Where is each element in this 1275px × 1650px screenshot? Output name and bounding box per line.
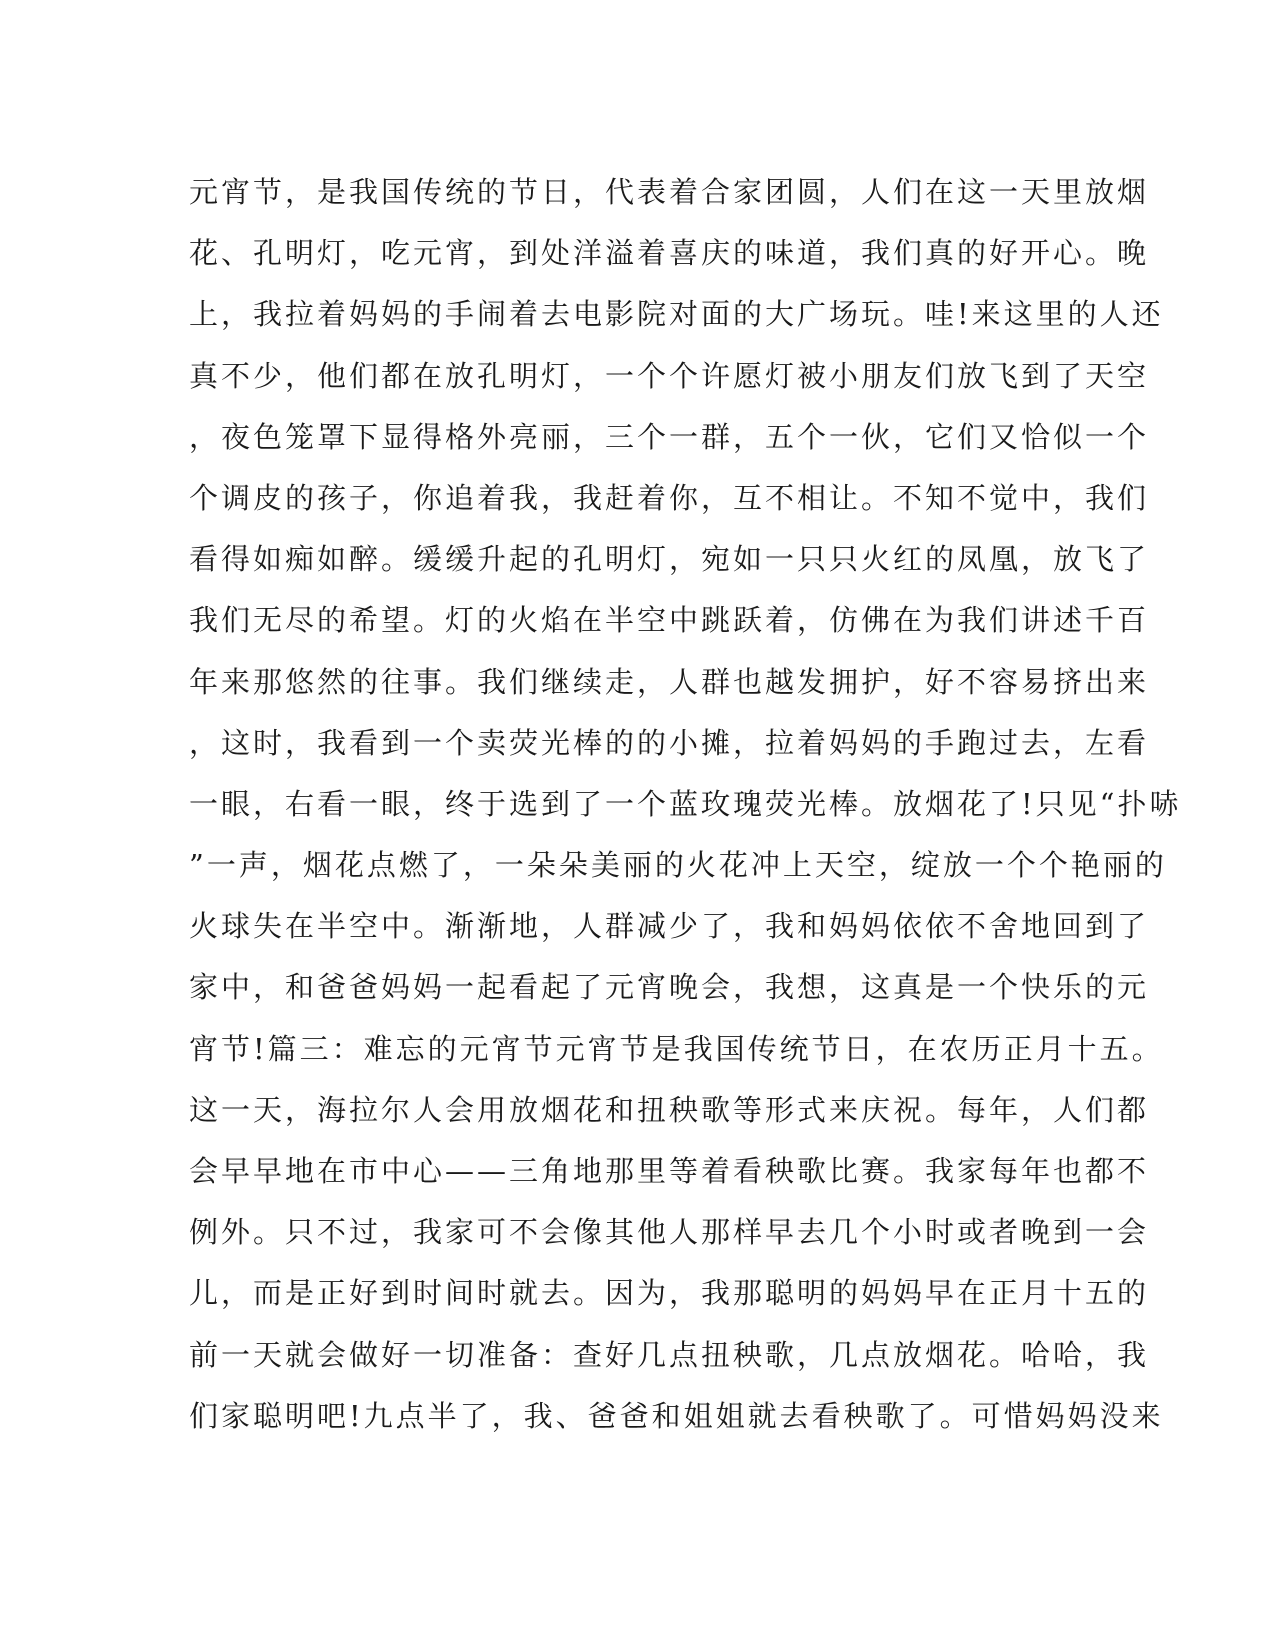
text-line: 花、孔明灯，吃元宵，到处洋溢着喜庆的味道，我们真的好开心。晚 xyxy=(189,236,1150,271)
text-line: 火球失在半空中。渐渐地，人群减少了，我和妈妈依依不舍地回到了 xyxy=(189,909,1150,944)
text-line: 们家聪明吧!九点半了，我、爸爸和姐姐就去看秧歌了。可惜妈妈没来 xyxy=(189,1398,1164,1433)
text-line: 元宵节，是我国传统的节日，代表着合家团圆，人们在这一天里放烟 xyxy=(189,175,1150,209)
text-line: ”一声，烟花点燃了，一朵朵美丽的火花冲上天空，绽放一个个艳丽的 xyxy=(189,848,1167,883)
text-line: 上，我拉着妈妈的手闹着去电影院对面的大广场玩。哇!来这里的人还 xyxy=(189,297,1164,332)
text-line: 家中，和爸爸妈妈一起看起了元宵晚会，我想，这真是一个快乐的元 xyxy=(189,970,1150,1005)
text-line: 一眼，右看一眼，终于选到了一个蓝玫瑰荧光棒。放烟花了!只见“扑哧 xyxy=(189,786,1182,821)
text-line: 宵节!篇三：难忘的元宵节元宵节是我国传统节日，在农历正月十五。 xyxy=(189,1031,1164,1066)
text-line: ，夜色笼罩下显得格外亮丽，三个一群，五个一伙，它们又恰似一个 xyxy=(189,419,1150,454)
text-line: 我们无尽的希望。灯的火焰在半空中跳跃着，仿佛在为我们讲述千百 xyxy=(189,603,1150,638)
text-line: 前一天就会做好一切准备：查好几点扭秧歌，几点放烟花。哈哈，我 xyxy=(189,1337,1150,1372)
body-text xyxy=(189,162,1182,1447)
text-line: 儿，而是正好到时间时就去。因为，我那聪明的妈妈早在正月十五的 xyxy=(189,1276,1150,1311)
text-line: ，这时，我看到一个卖荧光棒的的小摊，拉着妈妈的手跑过去，左看 xyxy=(189,725,1150,760)
text-line: 会早早地在市中心——三角地那里等着看秧歌比赛。我家每年也都不 xyxy=(189,1154,1150,1188)
text-line: 个调皮的孩子，你追着我，我赶着你，互不相让。不知不觉中，我们 xyxy=(189,480,1150,515)
text-line: 真不少，他们都在放孔明灯，一个个许愿灯被小朋友们放飞到了天空 xyxy=(189,358,1150,393)
text-line: 例外。只不过，我家可不会像其他人那样早去几个小时或者晚到一会 xyxy=(189,1215,1150,1250)
text-line: 年来那悠然的往事。我们继续走，人群也越发拥护，好不容易挤出来 xyxy=(189,664,1150,699)
text-line: 这一天，海拉尔人会用放烟花和扭秧歌等形式来庆祝。每年，人们都 xyxy=(189,1092,1150,1127)
text-line: 看得如痴如醉。缓缓升起的孔明灯，宛如一只只火红的凤凰，放飞了 xyxy=(189,542,1150,577)
